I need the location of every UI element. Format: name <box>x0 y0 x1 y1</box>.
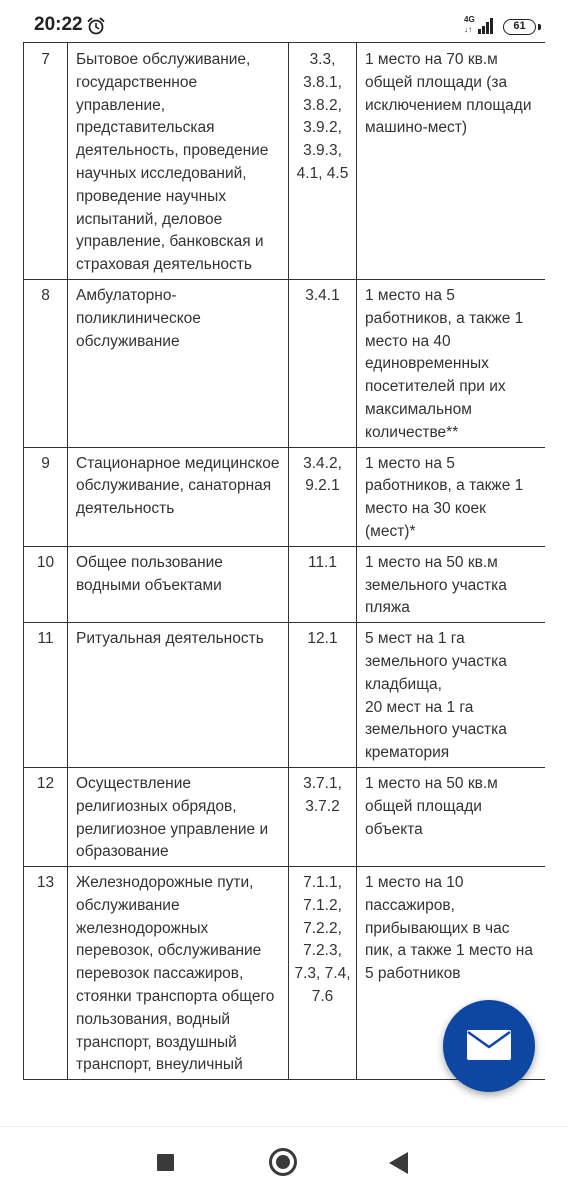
network-activity-icon: ↓↑ <box>464 25 472 34</box>
table-row <box>24 447 546 546</box>
code-cell: 7.1.1, 7.1.2, 7.2.2, 7.2.3, 7.3, 7.4, 7.6 <box>289 867 357 1080</box>
row-number-cell: 12 <box>24 767 68 866</box>
activity-cell: Бытовое обслуживание, государственное управление, представительская деятельность, проведение научных исследований, проведение научных испытаний, деловое управление, банковская и страховая деятельность <box>68 43 289 280</box>
parking-norm-cell: 1 место на 70 кв.м общей площади (за исключением площади машино-мест) <box>357 43 546 280</box>
activity-cell: Амбулаторно-поликлиническое обслуживание <box>68 279 289 447</box>
parking-norm-cell: 5 мест на 1 га земельного участка кладбища, 20 мест на 1 га земельного участка крематория <box>357 623 546 768</box>
row-number-cell: 13 <box>24 867 68 1080</box>
code-cell: 3.4.2, 9.2.1 <box>289 447 357 546</box>
table-row <box>24 279 546 447</box>
recents-button[interactable] <box>157 1154 174 1171</box>
parking-norm-cell: 1 место на 10 пассажиров, прибывающих в час пик, а также 1 место на 5 работников <box>357 867 546 1080</box>
parking-norms-table-container[interactable] <box>23 42 545 1125</box>
table-row <box>24 767 546 866</box>
row-number-cell: 9 <box>24 447 68 546</box>
navigation-bar <box>0 1126 568 1201</box>
table-body <box>24 43 546 1080</box>
row-number-cell: 7 <box>24 43 68 280</box>
code-cell: 11.1 <box>289 546 357 622</box>
parking-norm-cell: 1 место на 50 кв.м земельного участка пляжа <box>357 546 546 622</box>
mail-button[interactable] <box>443 1000 535 1092</box>
activity-cell: Стационарное медицинское обслуживание, санаторная деятельность <box>68 447 289 546</box>
status-time: 20:22 <box>34 14 83 35</box>
code-cell: 3.3, 3.8.1, 3.8.2, 3.9.2, 3.9.3, 4.1, 4.5 <box>289 43 357 280</box>
row-number-cell: 11 <box>24 623 68 768</box>
cellular-signal-icon <box>472 18 494 34</box>
row-number-cell: 10 <box>24 546 68 622</box>
battery-icon <box>503 19 536 35</box>
table-row <box>24 623 546 768</box>
table-row <box>24 546 546 622</box>
parking-norm-cell: 1 место на 5 работников, а также 1 место на 40 единовременных посетителей при их максимальном количестве** <box>357 279 546 447</box>
activity-cell: Ритуальная деятельность <box>68 623 289 768</box>
battery-tip <box>538 24 541 30</box>
parking-norms-table <box>23 42 545 1080</box>
network-type: 4G <box>464 15 475 24</box>
back-button[interactable] <box>389 1152 408 1174</box>
home-button[interactable] <box>269 1148 297 1176</box>
activity-cell: Осуществление религиозных обрядов, религиозное управление и образование <box>68 767 289 866</box>
activity-cell: Общее пользование водными объектами <box>68 546 289 622</box>
code-cell: 3.7.1, 3.7.2 <box>289 767 357 866</box>
code-cell: 3.4.1 <box>289 279 357 447</box>
alarm-clock-icon <box>87 17 105 35</box>
parking-norm-cell: 1 место на 5 работников, а также 1 место на 30 коек (мест)* <box>357 447 546 546</box>
activity-cell: Железнодорожные пути, обслуживание железнодорожных перевозок, обслуживание перевозок пассажиров, стоянки транспорта общего пользования, водный транспорт, воздушный транспорт, внеуличный <box>68 867 289 1080</box>
battery-level: 61 <box>513 20 526 32</box>
mail-icon <box>467 1030 511 1060</box>
code-cell: 12.1 <box>289 623 357 768</box>
table-row <box>24 43 546 280</box>
parking-norm-cell: 1 место на 50 кв.м общей площади объекта <box>357 767 546 866</box>
row-number-cell: 8 <box>24 279 68 447</box>
